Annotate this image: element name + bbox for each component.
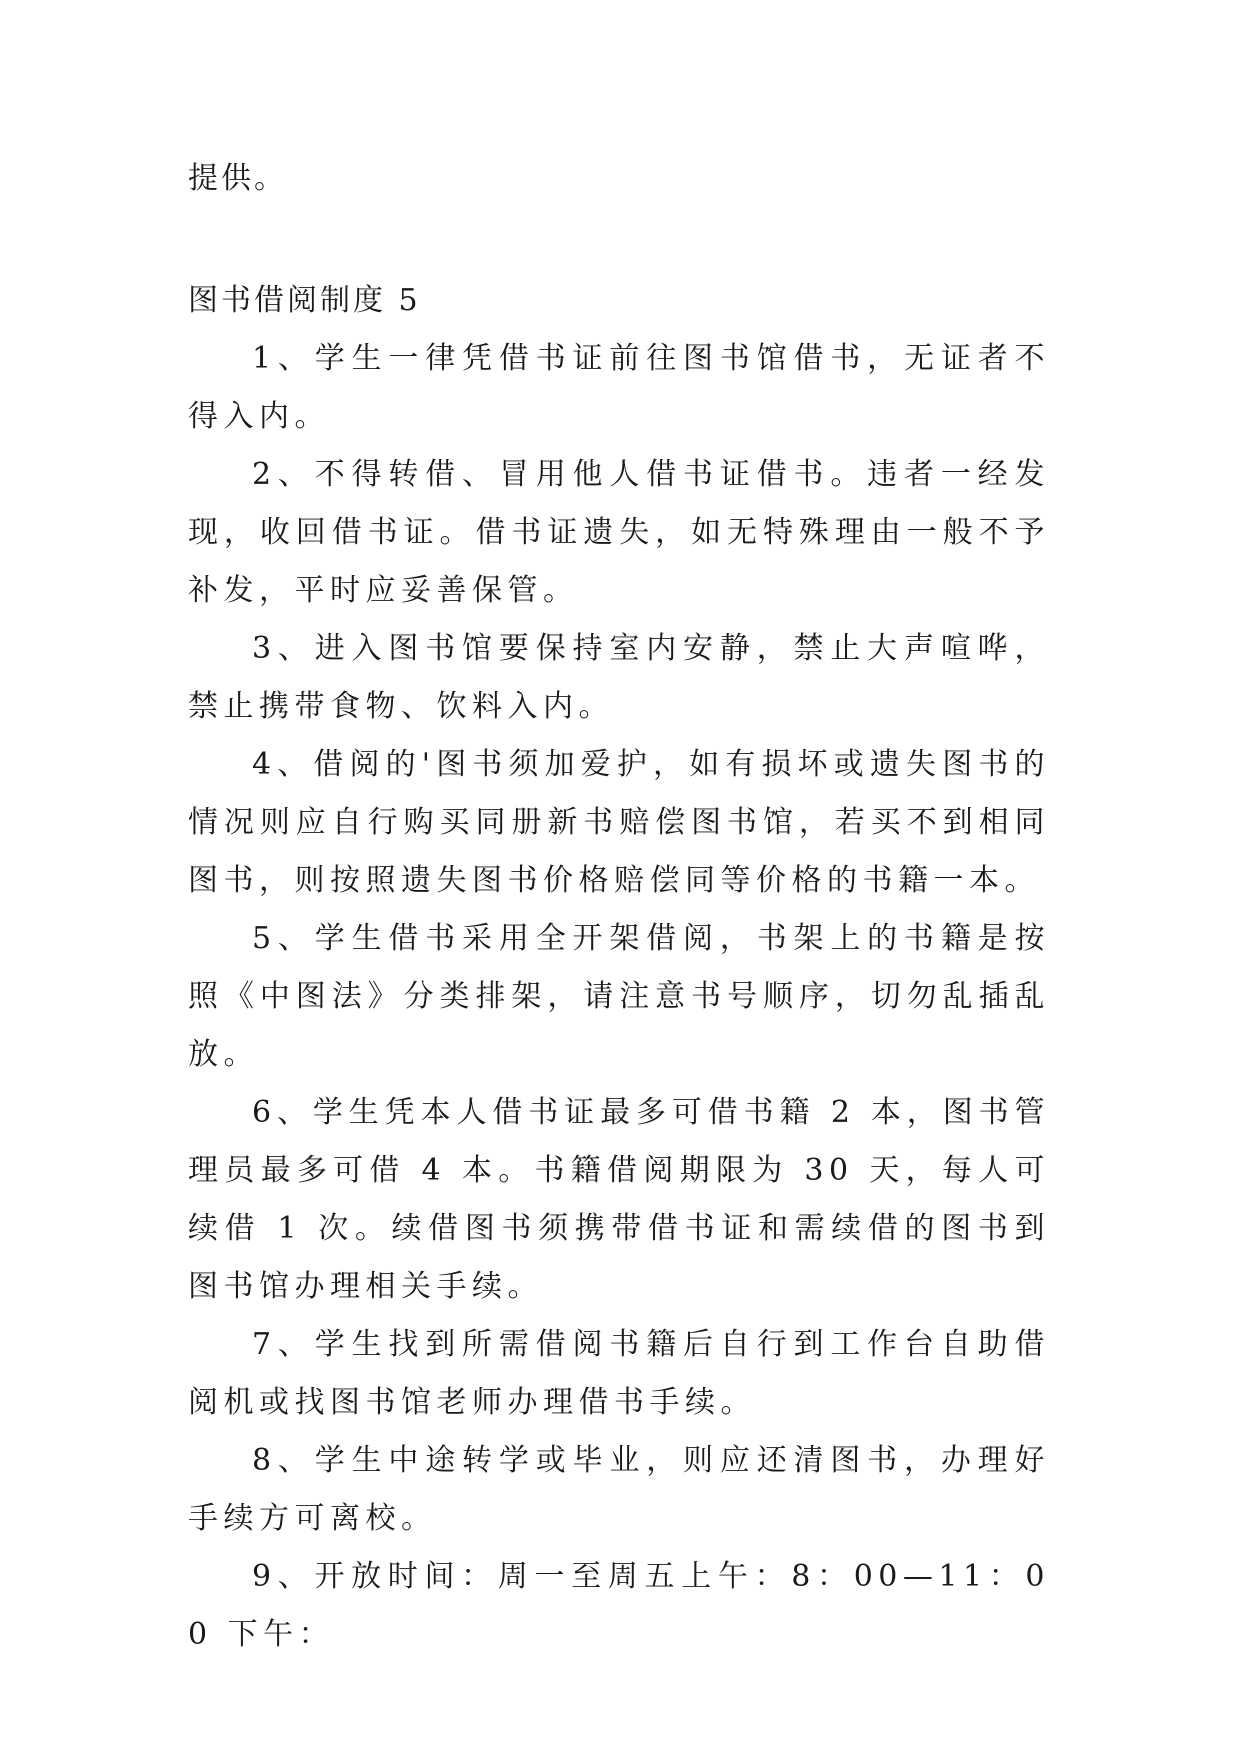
rule-paragraph-2: 2、不得转借、冒用他人借书证借书。违者一经发现，收回借书证。借书证遗失，如无特殊理由一般不予补发，平时应妥善保管。	[188, 457, 1050, 608]
rule-paragraph-1: 1、学生一律凭借书证前往图书馆借书，无证者不得入内。	[188, 341, 1050, 434]
rule-paragraph-9: 9、开放时间：周一至周五上午：8：00—11：00 下午：	[188, 1559, 1050, 1652]
rule-paragraph-3: 3、进入图书馆要保持室内安静，禁止大声喧哗，禁止携带食物、饮料入内。	[188, 631, 1050, 724]
section-heading: 图书借阅制度 5	[188, 283, 421, 318]
continuation-text: 提供。	[188, 161, 287, 196]
rule-paragraph-5: 5、学生借书采用全开架借阅，书架上的书籍是按照《中图法》分类排架，请注意书号顺序，切勿乱插乱放。	[188, 921, 1050, 1072]
document-page	[188, 150, 1050, 1664]
rule-paragraph-6: 6、学生凭本人借书证最多可借书籍 2 本，图书管理员最多可借 4 本。书籍借阅期限为 30 天，每人可续借 1 次。续借图书须携带借书证和需续借的图书到图书馆办理相关手续。	[188, 1095, 1050, 1304]
rule-paragraph-8: 8、学生中途转学或毕业，则应还清图书，办理好手续方可离校。	[188, 1443, 1050, 1536]
rule-paragraph-4: 4、借阅的'图书须加爱护，如有损坏或遗失图书的情况则应自行购买同册新书赔偿图书馆，若买不到相同图书，则按照遗失图书价格赔偿同等价格的书籍一本。	[188, 747, 1050, 898]
rule-paragraph-7: 7、学生找到所需借阅书籍后自行到工作台自助借阅机或找图书馆老师办理借书手续。	[188, 1327, 1050, 1420]
